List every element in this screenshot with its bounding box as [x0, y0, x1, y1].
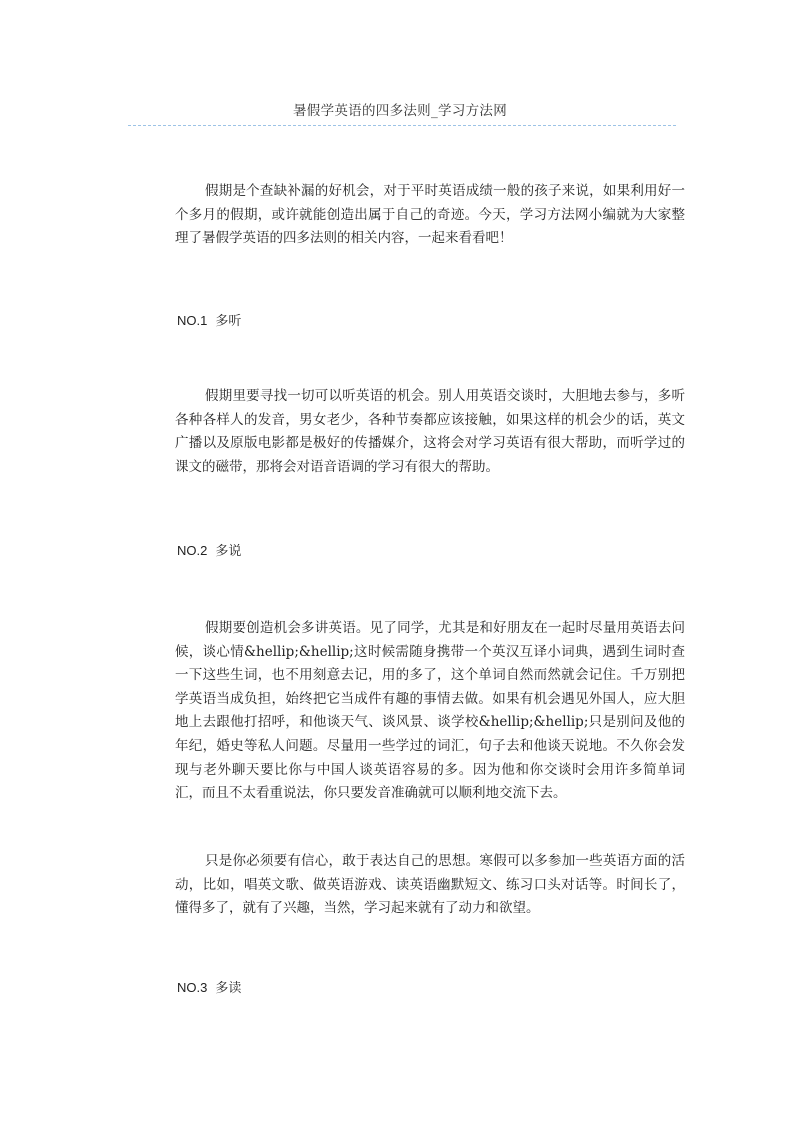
section-number: NO.2 — [177, 543, 208, 558]
section-number: NO.3 — [177, 980, 208, 995]
section-2-paragraph-1: 假期要创造机会多讲英语。见了同学，尤其是和好朋友在一起时尽量用英语去问候，谈心情&hellip;&hellip;这时候需随身携带一个英汉互译小词典，遇到生词时查一下这些生词，也不用刻意去记，用的多了，这个单词自然而然就会记住。千万别把学英语当成负担，始终把它当成件有趣的事情去做。如果有机会遇见外国人，应大胆地上去跟他打招呼，和他谈天气、谈风景、谈学校&hellip;&hellip;只是别问及他的年纪，婚史等私人问题。尽量用一些学过的词汇，句子去和他谈天说地。不久你会发现与老外聊天要比你与中国人谈英语容易的多。因为他和你交谈时会用许多简单词汇，而且不太看重说法，你只要发音准确就可以顺利地交流下去。 — [175, 620, 685, 802]
section-name: 多读 — [215, 980, 242, 995]
section-name: 多说 — [215, 543, 242, 558]
intro-paragraph: 假期是个查缺补漏的好机会，对于平时英语成绩一般的孩子来说，如果利用好一个多月的假期，或许就能创造出属于自己的奇迹。今天，学习方法网小编就为大家整理了暑假学英语的四多法则的相关内容，一起来看看吧！ — [175, 183, 685, 247]
section-2-paragraph-2: 只是你必须要有信心，敢于表达自己的思想。寒假可以多参加一些英语方面的活动，比如，唱英文歌、做英语游戏、读英语幽默短文、练习口头对话等。时间长了，懂得多了，就有了兴趣，当然，学习起来就有了动力和欲望。 — [175, 853, 685, 917]
section-1-paragraph: 假期里要寻找一切可以听英语的机会。别人用英语交谈时，大胆地去参与，多听各种各样人的发音，男女老少，各种节奏都应该接触，如果这样的机会少的话，英文广播以及原版电影都是极好的传播媒介，这将会对学习英语有很大帮助，而听学过的课文的磁带，那将会对语音语调的学习有很大的帮助。 — [175, 388, 685, 475]
section-heading-2 — [177, 540, 241, 559]
section-heading-3 — [177, 977, 241, 996]
section-number: NO.1 — [177, 313, 208, 328]
document-title: 暑假学英语的四多法则_学习方法网 — [292, 103, 508, 119]
header-divider — [128, 125, 676, 126]
section-heading-1 — [177, 310, 241, 329]
section-name: 多听 — [215, 313, 242, 328]
